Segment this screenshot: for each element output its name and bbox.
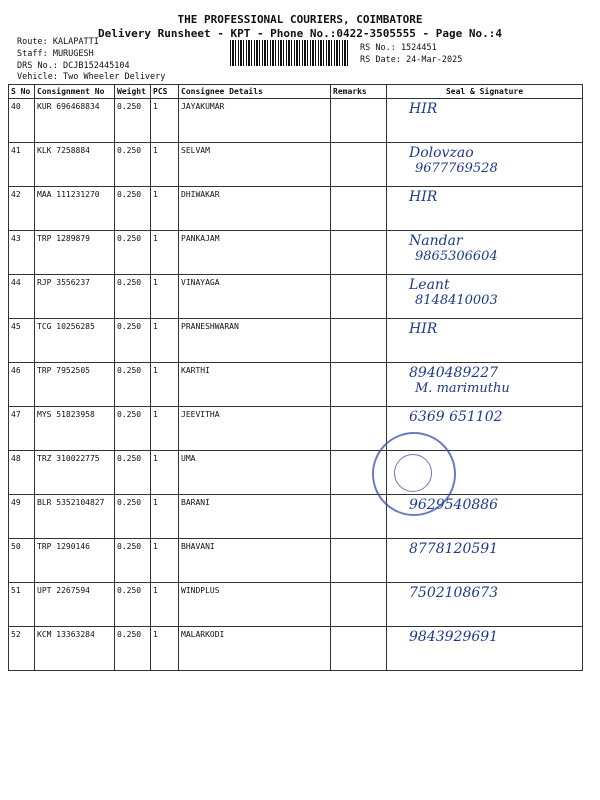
row-remarks — [331, 319, 387, 363]
row-pcs: 1 — [151, 583, 179, 627]
row-sno: 49 — [9, 495, 35, 539]
col-consignment: Consignment No — [35, 85, 115, 99]
row-consignee: MALARKODI — [179, 627, 331, 671]
row-remarks — [331, 539, 387, 583]
row-consignee: VINAYAGA — [179, 275, 331, 319]
row-signature — [387, 319, 583, 363]
row-consignment: TRZ 310022775 — [35, 451, 115, 495]
row-signature — [387, 275, 583, 319]
table-row — [9, 231, 583, 275]
handwritten-note: M. marimuthu — [415, 381, 510, 396]
rs-date: RS Date: 24-Mar-2025 — [360, 55, 463, 65]
table-row — [9, 451, 583, 495]
row-pcs: 1 — [151, 275, 179, 319]
row-consignee: PANKAJAM — [179, 231, 331, 275]
table-row — [9, 363, 583, 407]
table-header-row — [9, 85, 583, 99]
barcode-icon — [230, 40, 350, 66]
col-sno: S No — [9, 85, 35, 99]
row-consignee: SELVAM — [179, 143, 331, 187]
handwritten-signature: 8940489227 — [409, 365, 499, 381]
table-row — [9, 187, 583, 231]
rs-number: RS No.: 1524451 — [360, 43, 437, 53]
route-label: Route: KALAPATTI — [17, 37, 99, 47]
row-consignment: TRP 1289879 — [35, 231, 115, 275]
row-consignment: KCM 13363284 — [35, 627, 115, 671]
row-consignee: BHAVANI — [179, 539, 331, 583]
row-remarks — [331, 231, 387, 275]
row-weight: 0.250 — [115, 231, 151, 275]
drs-label: DRS No.: DCJB152445104 — [17, 61, 130, 71]
col-remarks: Remarks — [331, 85, 387, 99]
row-weight: 0.250 — [115, 187, 151, 231]
row-consignee: PRANESHWARAN — [179, 319, 331, 363]
row-consignee: WINDPLUS — [179, 583, 331, 627]
row-pcs: 1 — [151, 143, 179, 187]
row-weight: 0.250 — [115, 143, 151, 187]
row-remarks — [331, 495, 387, 539]
row-sno: 47 — [9, 407, 35, 451]
col-signature: Seal & Signature — [387, 85, 583, 99]
row-remarks — [331, 187, 387, 231]
handwritten-note: 9865306604 — [415, 249, 498, 264]
table-row — [9, 319, 583, 363]
row-weight: 0.250 — [115, 275, 151, 319]
row-consignment: TRP 1290146 — [35, 539, 115, 583]
row-signature — [387, 583, 583, 627]
row-sno: 43 — [9, 231, 35, 275]
table-row — [9, 407, 583, 451]
row-pcs: 1 — [151, 363, 179, 407]
row-sno: 46 — [9, 363, 35, 407]
row-pcs: 1 — [151, 231, 179, 275]
col-weight: Weight — [115, 85, 151, 99]
handwritten-signature: Nandar — [409, 233, 463, 249]
row-sno: 50 — [9, 539, 35, 583]
row-sno: 52 — [9, 627, 35, 671]
staff-label: Staff: MURUGESH — [17, 49, 94, 59]
row-weight: 0.250 — [115, 451, 151, 495]
row-signature — [387, 231, 583, 275]
row-consignment: KLK 7258884 — [35, 143, 115, 187]
row-remarks — [331, 407, 387, 451]
row-consignee: UMA — [179, 451, 331, 495]
vehicle-label: Vehicle: Two Wheeler Delivery — [17, 72, 166, 82]
handwritten-signature: 9629540886 — [409, 497, 499, 513]
row-consignment: MAA 111231270 — [35, 187, 115, 231]
row-pcs: 1 — [151, 319, 179, 363]
row-consignment: RJP 3556237 — [35, 275, 115, 319]
row-consignee: JEEVITHA — [179, 407, 331, 451]
row-weight: 0.250 — [115, 583, 151, 627]
row-consignment: TCG 10256285 — [35, 319, 115, 363]
row-remarks — [331, 627, 387, 671]
col-consignee: Consignee Details — [179, 85, 331, 99]
row-remarks — [331, 275, 387, 319]
row-remarks — [331, 583, 387, 627]
table-row — [9, 495, 583, 539]
row-sno: 44 — [9, 275, 35, 319]
row-pcs: 1 — [151, 407, 179, 451]
table-row — [9, 275, 583, 319]
row-pcs: 1 — [151, 187, 179, 231]
handwritten-signature: 8778120591 — [409, 541, 499, 557]
row-sno: 48 — [9, 451, 35, 495]
row-consignee: JAYAKUMAR — [179, 99, 331, 143]
handwritten-signature: 9843929691 — [409, 629, 499, 645]
table-row — [9, 583, 583, 627]
handwritten-signature: Leant — [409, 277, 450, 293]
company-seal-inner-icon — [394, 454, 432, 492]
row-signature — [387, 627, 583, 671]
row-pcs: 1 — [151, 495, 179, 539]
handwritten-signature: 7502108673 — [409, 585, 499, 601]
row-sno: 40 — [9, 99, 35, 143]
row-consignee: KARTHI — [179, 363, 331, 407]
row-remarks — [331, 99, 387, 143]
handwritten-note: 9677769528 — [415, 161, 498, 176]
row-weight: 0.250 — [115, 319, 151, 363]
row-consignee: BARANI — [179, 495, 331, 539]
table-row — [9, 143, 583, 187]
handwritten-note: 8148410003 — [415, 293, 498, 308]
row-consignment: MYS 51823958 — [35, 407, 115, 451]
row-sno: 42 — [9, 187, 35, 231]
row-signature — [387, 363, 583, 407]
handwritten-signature: Dolovzao — [409, 145, 474, 161]
handwritten-signature: HIR — [409, 189, 438, 205]
row-sno: 51 — [9, 583, 35, 627]
row-weight: 0.250 — [115, 627, 151, 671]
row-pcs: 1 — [151, 451, 179, 495]
row-consignment: BLR 5352104827 — [35, 495, 115, 539]
handwritten-signature: HIR — [409, 101, 438, 117]
handwritten-signature: 6369 651102 — [409, 409, 503, 425]
table-row — [9, 627, 583, 671]
row-weight: 0.250 — [115, 363, 151, 407]
row-pcs: 1 — [151, 539, 179, 583]
row-pcs: 1 — [151, 627, 179, 671]
row-sno: 41 — [9, 143, 35, 187]
row-remarks — [331, 143, 387, 187]
row-weight: 0.250 — [115, 99, 151, 143]
row-sno: 45 — [9, 319, 35, 363]
table-row — [9, 99, 583, 143]
runsheet-title: Delivery Runsheet - KPT - Phone No.:0422-3505555 - Page No.:4 — [98, 27, 502, 40]
row-weight: 0.250 — [115, 495, 151, 539]
row-signature — [387, 539, 583, 583]
row-weight: 0.250 — [115, 407, 151, 451]
company-title: THE PROFESSIONAL COURIERS, COIMBATORE — [177, 13, 423, 26]
col-pcs: PCS — [151, 85, 179, 99]
row-consignment: KUR 696468834 — [35, 99, 115, 143]
row-consignment: TRP 7952505 — [35, 363, 115, 407]
row-signature — [387, 143, 583, 187]
table-row — [9, 539, 583, 583]
row-consignee: DHIWAKAR — [179, 187, 331, 231]
row-signature — [387, 99, 583, 143]
row-weight: 0.250 — [115, 539, 151, 583]
handwritten-signature: HIR — [409, 321, 438, 337]
row-remarks — [331, 363, 387, 407]
row-consignment: UPT 2267594 — [35, 583, 115, 627]
runsheet-table — [8, 84, 583, 671]
row-signature — [387, 187, 583, 231]
row-pcs: 1 — [151, 99, 179, 143]
